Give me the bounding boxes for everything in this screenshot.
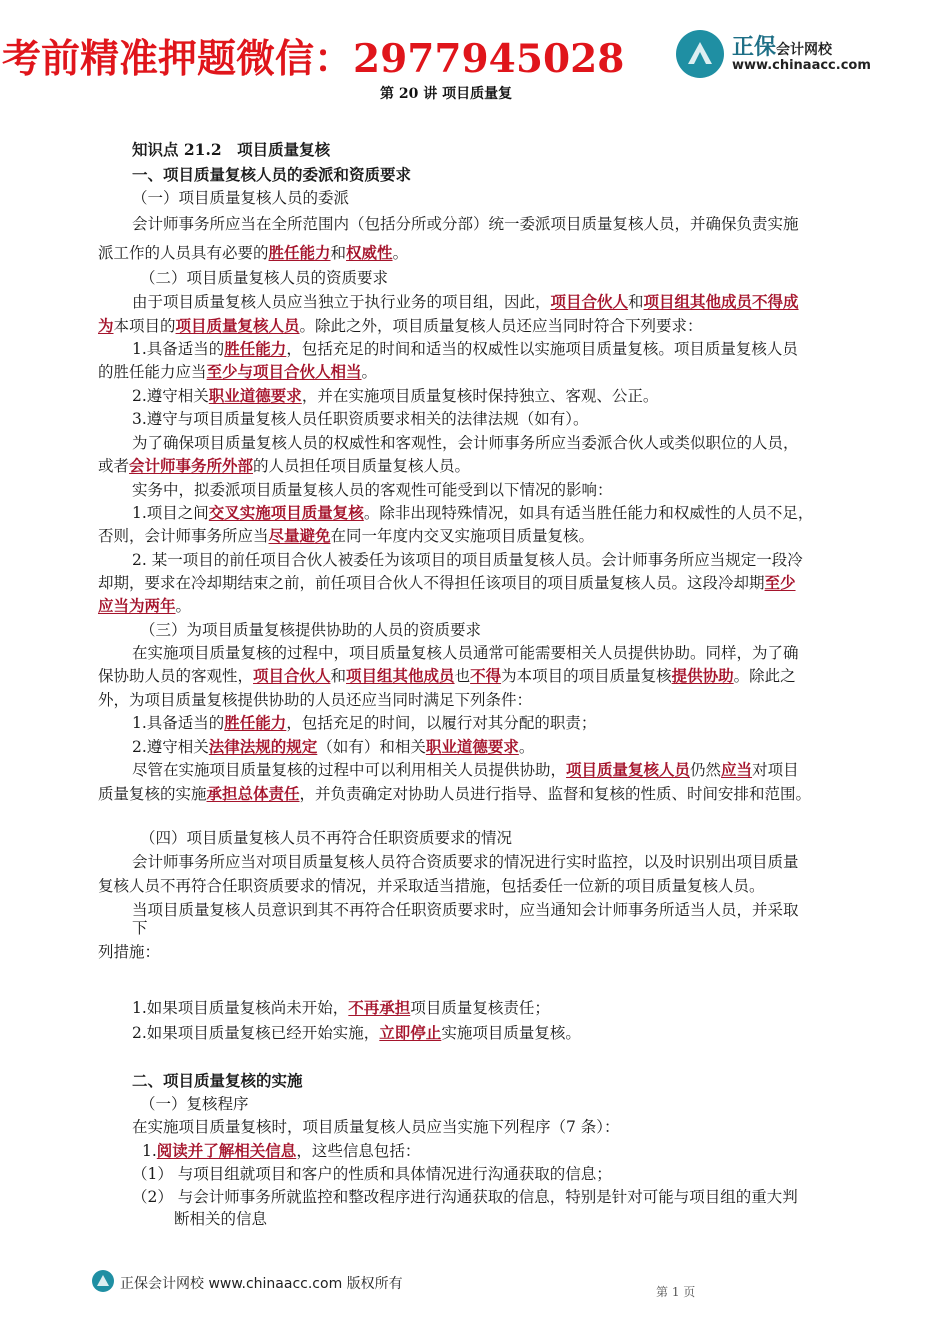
promo-banner: 考前精准押题微信：2977945028 bbox=[2, 36, 625, 82]
footer-page-number: 第 1 页 bbox=[656, 1285, 696, 1299]
situation-1: 1.项目之间交叉实施项目质量复核。除非出现特殊情况，如具有适当胜任能力和权威性的人员不足， bbox=[132, 503, 814, 522]
keyword: 会计师事务所外部 bbox=[129, 456, 254, 475]
paragraph-2-line: 或者会计师事务所外部的人员担任项目质量复核人员。 bbox=[98, 456, 471, 475]
keyword: 胜任能力 bbox=[268, 243, 331, 262]
info-item-2: （2） 与会计师事务所就监控和整改程序进行沟通获取的信息，特别是针对可能与项目组的重大判 bbox=[132, 1188, 798, 1206]
paragraph-7-line: 当项目质量复核人员意识到其不再符合任职资质要求时，应当通知会计师事务所适当人员，并采取 bbox=[132, 901, 799, 919]
paragraph-6-line: 会计师事务所应当对项目质量复核人员符合资质要求的情况进行实时监控，以及时识别出项目质量 bbox=[132, 853, 799, 871]
logo-emblem-icon bbox=[676, 30, 724, 78]
keyword: 项目合伙人 bbox=[550, 292, 629, 311]
paragraph-3: 实务中，拟委派项目质量复核人员的客观性可能受到以下情况的影响： bbox=[132, 481, 613, 499]
paragraph-8: 在实施项目质量复核时，项目质量复核人员应当实施下列程序（7 条）： bbox=[132, 1118, 620, 1136]
paragraph-4-line: 在实施项目质量复核的过程中，项目质量复核人员通常可能需要相关人员提供协助。同样，为了确 bbox=[132, 644, 799, 662]
info-item-2-partial: 断相关的信息 bbox=[174, 1210, 268, 1228]
situation-1-cont: 否则，会计师事务所应当尽量避免在同一年度内交叉实施项目质量复核。 bbox=[98, 526, 595, 545]
logo-url: www.chinaacc.com bbox=[732, 58, 871, 73]
keyword: 项目组其他成员不得成 bbox=[643, 292, 799, 311]
keyword: 项目组其他成员 bbox=[346, 666, 455, 685]
heading-4: （四）项目质量复核人员不再符合任职资质要求的情况 bbox=[140, 829, 513, 847]
keyword: 交叉实施项目质量复核 bbox=[208, 503, 364, 522]
paragraph-7-line: 下 bbox=[132, 919, 148, 937]
keyword: 为 bbox=[98, 316, 114, 335]
measure-1: 1.如果项目质量复核尚未开始，不再承担项目质量复核责任； bbox=[132, 998, 550, 1017]
keyword: 至少与项目合伙人相当 bbox=[206, 362, 362, 381]
paragraph-5-line: 尽管在实施项目质量复核的过程中可以利用相关人员提供协助，项目质量复核人员仍然应当对项目 bbox=[132, 760, 799, 779]
keyword: 至少 bbox=[764, 573, 796, 592]
keyword: 职业道德要求 bbox=[208, 386, 302, 405]
keyword: 不再承担 bbox=[348, 998, 411, 1017]
section-heading: 知识点 21.2 项目质量复核 bbox=[132, 140, 331, 159]
procedure-1: 1.阅读并了解相关信息，这些信息包括： bbox=[142, 1141, 421, 1160]
heading-1-sub-partial: （一）项目质量复核人员的委派 bbox=[132, 189, 350, 207]
keyword: 项目质量复核人员 bbox=[175, 316, 300, 335]
situation-2: 2. 某一项目的前任项目合伙人被委任为该项目的项目质量复核人员。会计师事务所应当规定一段冷 bbox=[132, 551, 803, 569]
footer-logo-icon bbox=[92, 1270, 114, 1292]
heading-3: （三）为项目质量复核提供协助的人员的资质要求 bbox=[140, 621, 482, 639]
paragraph-1-line: 由于项目质量复核人员应当独立于执行业务的项目组，因此，项目合伙人和项目组其他成员不得成 bbox=[132, 292, 799, 311]
keyword: 阅读并了解相关信息 bbox=[156, 1141, 297, 1160]
keyword: 尽量避免 bbox=[268, 526, 331, 545]
heading-2: （二）项目质量复核人员的资质要求 bbox=[140, 269, 389, 287]
measure-2: 2.如果项目质量复核已经开始实施，立即停止实施项目质量复核。 bbox=[132, 1023, 581, 1042]
paragraph-1-line: 为本项目的项目质量复核人员。除此之外，项目质量复核人员还应当同时符合下列要求： bbox=[98, 316, 703, 335]
info-item-1: （1） 与项目组就项目和客户的性质和具体情况进行沟通获取的信息； bbox=[132, 1165, 612, 1183]
paragraph-2-line: 为了确保项目质量复核人员的权威性和客观性，会计师事务所应当委派合伙人或类似职位的人员， bbox=[132, 434, 799, 452]
keyword: 胜任能力 bbox=[224, 713, 287, 732]
requirement-1-cont: 的胜任能力应当至少与项目合伙人相当。 bbox=[98, 362, 378, 381]
paragraph-6-line: 复核人员不再符合任职资质要求的情况，并采取适当措施，包括委任一位新的项目质量复核人员。 bbox=[98, 877, 765, 895]
keyword: 应当 bbox=[721, 760, 753, 779]
keyword: 权威性 bbox=[346, 243, 393, 262]
condition-1: 1.具备适当的胜任能力，包括充足的时间，以履行对其分配的职责； bbox=[132, 713, 597, 732]
keyword: 项目质量复核人员 bbox=[566, 760, 691, 779]
logo-name: 正保 bbox=[732, 35, 777, 60]
logo-name-sub: 会计网校 bbox=[776, 42, 833, 58]
footer-copyright: 正保会计网校 www.chinaacc.com 版权所有 bbox=[120, 1276, 403, 1292]
situation-2-cont: 应当为两年。 bbox=[98, 596, 192, 615]
requirement-3: 3.遵守与项目质量复核人员任职资质要求相关的法律法规（如有）。 bbox=[132, 410, 589, 428]
paragraph-4-line: 外，为项目质量复核提供协助的人员还应当同时满足下列条件： bbox=[98, 691, 533, 709]
chapter-title: 第 20 讲 项目质量复 bbox=[380, 86, 513, 102]
paragraph-0-line: 派工作的人员具有必要的胜任能力和权威性。 bbox=[98, 243, 409, 262]
requirement-2: 2.遵守相关职业道德要求，并在实施项目质量复核时保持独立、客观、公正。 bbox=[132, 386, 659, 405]
keyword: 立即停止 bbox=[379, 1023, 442, 1042]
paragraph-0-partial: 会计师事务所应当在全所范围内（包括分所或分部）统一委派项目质量复核人员，并确保负责实施 bbox=[132, 215, 799, 233]
keyword: 项目合伙人 bbox=[253, 666, 331, 685]
paragraph-4-line: 保协助人员的客观性，项目合伙人和项目组其他成员也不得为本项目的项目质量复核提供协助。除此之 bbox=[98, 666, 796, 685]
keyword: 法律法规的规定 bbox=[208, 737, 318, 756]
keyword: 不得 bbox=[470, 666, 502, 685]
keyword: 胜任能力 bbox=[224, 339, 287, 358]
keyword: 承担总体责任 bbox=[206, 784, 300, 803]
heading-5: 二、项目质量复核的实施 bbox=[132, 1071, 303, 1090]
requirement-1: 1.具备适当的胜任能力，包括充足的时间和适当的权威性以实施项目质量复核。项目质量复核人员 bbox=[132, 339, 798, 358]
paragraph-5-line: 质量复核的实施承担总体责任，并负责确定对协助人员进行指导、监督和复核的性质、时间安排和范围。 bbox=[98, 784, 812, 803]
condition-2: 2.遵守相关法律法规的规定（如有）和相关职业道德要求。 bbox=[132, 737, 535, 756]
keyword: 职业道德要求 bbox=[425, 737, 519, 756]
keyword: 应当为两年 bbox=[98, 596, 176, 615]
heading-1: 一、项目质量复核人员的委派和资质要求 bbox=[132, 165, 412, 184]
paragraph-7-line: 列措施： bbox=[98, 943, 161, 961]
heading-6: （一）复核程序 bbox=[140, 1095, 249, 1113]
keyword: 提供协助 bbox=[671, 666, 734, 685]
brand-logo bbox=[676, 26, 876, 82]
situation-2-cont: 却期，要求在冷却期结束之前，前任项目合伙人不得担任该项目的项目质量复核人员。这段冷却期至少 bbox=[98, 573, 796, 592]
